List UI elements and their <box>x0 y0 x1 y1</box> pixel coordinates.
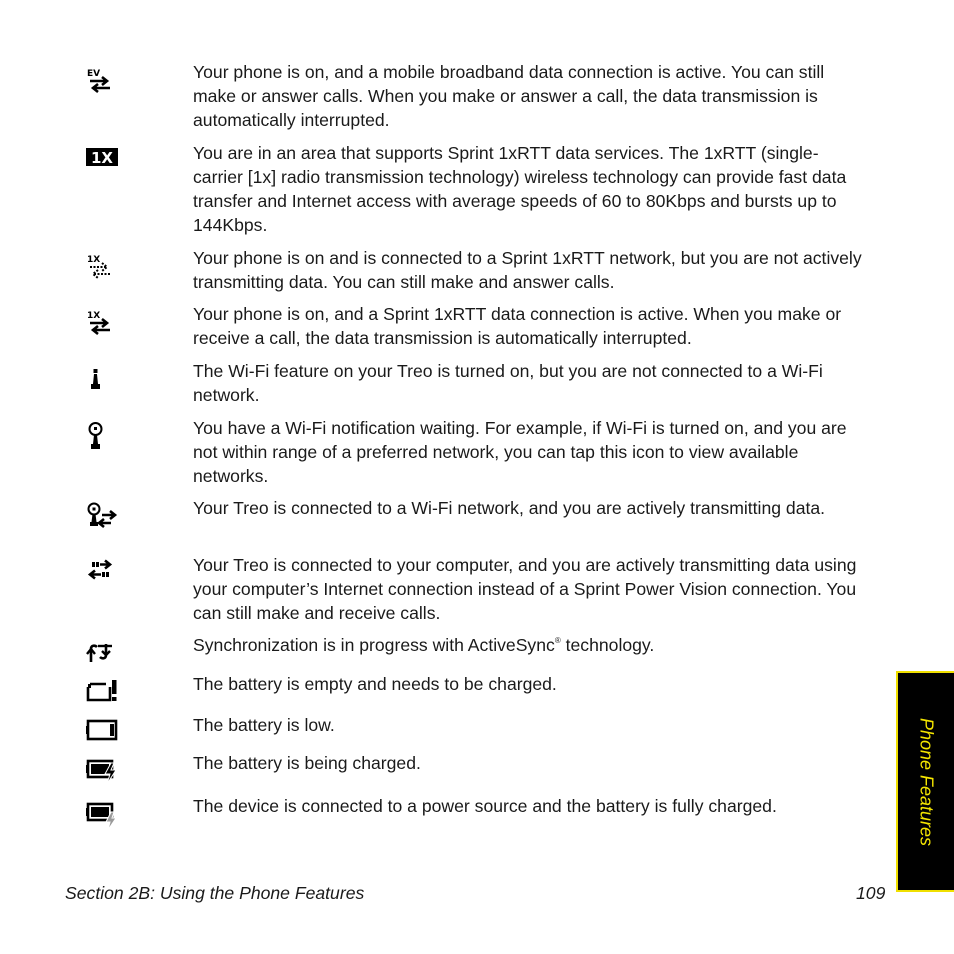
page-number: 109 <box>856 883 886 903</box>
status-description <box>193 633 868 657</box>
status-description: Your phone is on and is connected to a Sprint 1xRTT network, but you are not actively transmitting data. You can still make and answer calls. <box>193 248 862 292</box>
status-description: You have a Wi-Fi notification waiting. For example, if Wi-Fi is turned on, and you are not within range of a preferred network, you can tap this icon to view available networks. <box>193 418 847 486</box>
status-description: The battery is empty and needs to be charged. <box>193 674 557 694</box>
svg-text:1X: 1X <box>87 255 101 265</box>
battery-full-icon <box>84 800 122 834</box>
battery-empty-icon <box>84 679 122 713</box>
wifi-transmitting-icon <box>84 501 122 535</box>
status-description: Your phone is on, and a Sprint 1xRTT data connection is active. When you make or receive a call, the data transmission is automatically interrupted. <box>193 304 842 348</box>
registered-mark: ® <box>554 636 561 645</box>
wifi-on-icon <box>84 369 122 403</box>
status-description: The battery is low. <box>193 715 335 735</box>
1x-coverage-icon <box>84 148 122 182</box>
battery-charging-icon <box>84 757 122 791</box>
wifi-notification-icon <box>84 421 122 455</box>
ev-data-transfer-icon <box>84 66 122 100</box>
status-description: Your phone is on, and a mobile broadband data connection is active. You can still make or answer calls. When you make or answer a call, the data transmission is automatically interrupted. <box>193 62 825 130</box>
status-description: Your Treo is connected to a Wi-Fi network, and you are actively transmitting data. <box>193 498 826 518</box>
status-description: Your Treo is connected to your computer, and you are actively transmitting data using your computer’s Internet connection instead of a Sprint Power Vision connection. You can still make and receive calls. <box>193 555 857 623</box>
section-footer: Section 2B: Using the Phone Features <box>65 883 365 903</box>
sync-text: Synchronization is in progress with ActiveSync <box>193 635 555 655</box>
1x-connected-idle-icon <box>84 252 122 286</box>
svg-text:EV: EV <box>87 69 101 79</box>
svg-text:1X: 1X <box>87 311 101 321</box>
computer-connection-icon <box>84 559 122 593</box>
1x-data-active-icon <box>84 308 122 342</box>
status-description: The Wi-Fi feature on your Treo is turned on, but you are not connected to a Wi-Fi network. <box>193 361 823 405</box>
chapter-side-tab <box>896 671 954 892</box>
status-description: The battery is being charged. <box>193 753 421 773</box>
battery-low-icon <box>84 717 122 751</box>
chapter-tab-label: Phone Features <box>916 717 937 846</box>
status-description: You are in an area that supports Sprint 1xRTT data services. The 1xRTT (single-carrier [1x] radio transmission technology) wireless technology can provide fast data transfer and Internet access with average speeds of 60 to 80Kbps and bursts up to 144Kbps. <box>193 143 847 235</box>
status-description: The device is connected to a power source and the battery is fully charged. <box>193 796 777 816</box>
sync-text-after: technology. <box>560 635 655 655</box>
svg-text:1X: 1X <box>90 149 114 167</box>
sync-icon <box>84 640 122 674</box>
